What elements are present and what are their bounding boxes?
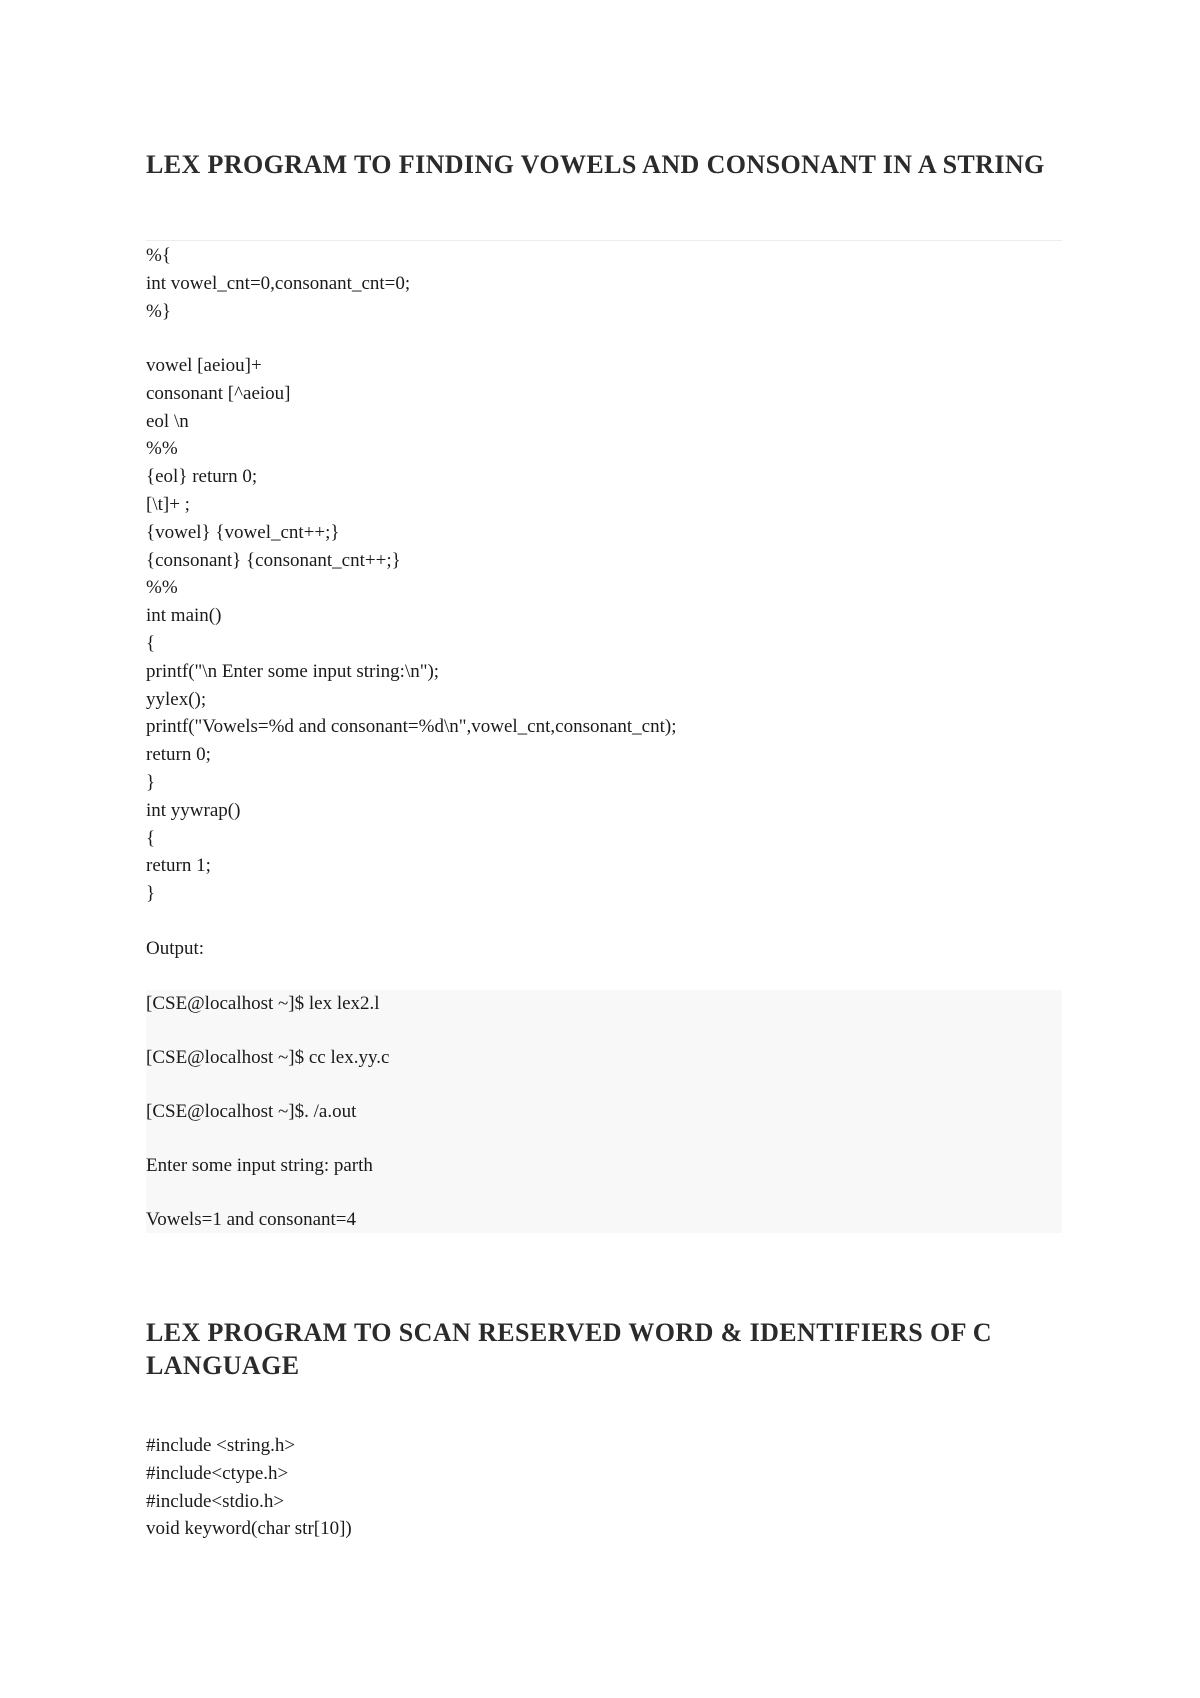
output-block [146,990,1062,1233]
output-line: Vowels=1 and consonant=4 [146,1209,357,1230]
code-line: printf("\n Enter some input string:\n"); [146,660,440,682]
code-line: yylex(); [146,688,207,710]
output-line: Enter some input string: parth [146,1155,373,1176]
output-label: Output: [146,938,205,959]
code-line: {consonant} {consonant_cnt++;} [146,549,401,571]
code-line: int vowel_cnt=0,consonant_cnt=0; [146,272,411,294]
section2-heading: LEX PROGRAM TO SCAN RESERVED WORD & IDENTIFIERS OF C LANGUAGE [146,1318,992,1380]
output-line: [CSE@localhost ~]$ lex lex2.l [146,993,380,1014]
code-line: return 0; [146,744,211,766]
code-line: #include <string.h> [146,1435,296,1456]
code-line: %% [146,438,178,460]
code-line: {eol} return 0; [146,466,258,488]
code-line: %} [146,300,171,322]
code-line: void keyword(char str[10]) [146,1518,352,1540]
code-line: eol \n [146,410,189,432]
code-line: %% [146,577,178,599]
code-line: int main() [146,605,222,627]
heading-divider [146,240,1062,241]
section1-code-rules [146,352,677,908]
code-line: int yywrap() [146,799,241,821]
code-line: } [146,771,156,793]
code-line: vowel [aeiou]+ [146,355,262,376]
code-line: {vowel} {vowel_cnt++;} [146,521,340,543]
code-line: %{ [146,245,171,266]
code-line: consonant [^aeiou] [146,382,291,404]
code-line: #include<ctype.h> [146,1462,289,1484]
code-line: { [146,632,156,654]
section2-code [146,1432,352,1543]
code-line: } [146,883,156,905]
section1-heading: LEX PROGRAM TO FINDING VOWELS AND CONSONANT IN A STRING [146,150,1045,179]
code-line: #include<stdio.h> [146,1490,285,1512]
code-line: { [146,827,156,849]
output-line: [CSE@localhost ~]$. /a.out [146,1101,357,1122]
code-line: printf("Vowels=%d and consonant=%d\n",vowel_cnt,consonant_cnt); [146,716,677,738]
code-line: [\t]+ ; [146,493,190,515]
code-line: return 1; [146,855,211,877]
section1-code-declarations [146,242,410,325]
output-line: [CSE@localhost ~]$ cc lex.yy.c [146,1047,390,1068]
